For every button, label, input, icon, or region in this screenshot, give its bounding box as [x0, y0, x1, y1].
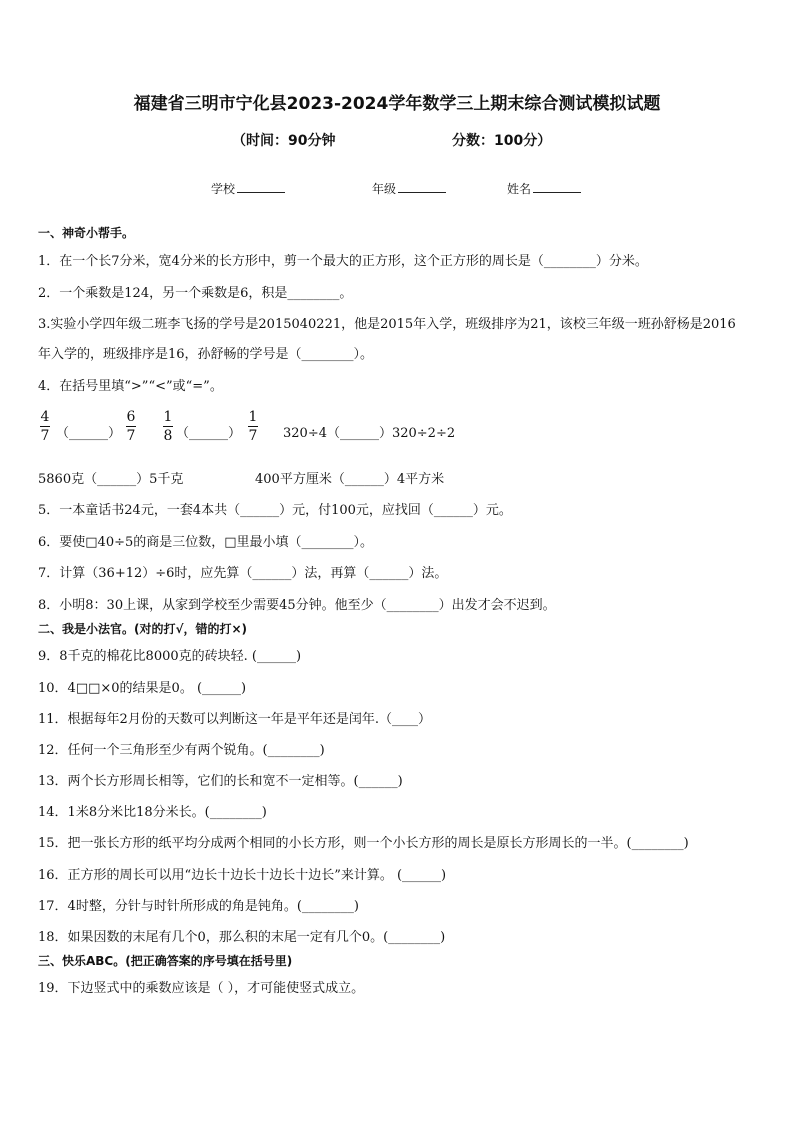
question-5: 5．一本童话书24元，一套4本共（______）元，付100元，应找回（______）元。	[38, 503, 512, 518]
question-3-line-2: 年入学的，班级排序是16，孙舒畅的学号是（________）。	[38, 347, 374, 362]
page-title: 福建省三明市宁化县2023-2024学年数学三上期末综合测试模拟试题	[133, 94, 661, 114]
exam-score: 分数：100分）	[452, 133, 552, 149]
name-label: 姓名	[507, 182, 532, 196]
compare-blank-2: （______）	[176, 426, 242, 441]
compare-blank-1: （______）	[56, 426, 122, 441]
fraction-denominator: 7	[40, 428, 50, 444]
fraction-denominator: 8	[163, 428, 173, 444]
fraction-denominator: 7	[248, 428, 258, 444]
fraction-bar	[40, 426, 50, 427]
compare-area: 400平方厘米（______）4平方米	[255, 472, 445, 487]
question-13: 13．两个长方形周长相等，它们的长和宽不一定相等。(______)	[38, 774, 403, 789]
school-blank	[237, 180, 285, 193]
question-9: 9．8千克的棉花比8000克的砖块轻. (______)	[38, 649, 302, 664]
fraction-numerator: 1	[163, 409, 173, 425]
question-19: 19．下边竖式中的乘数应该是（ ），才可能使竖式成立。	[38, 981, 365, 996]
exam-time: （时间：90分钟	[232, 133, 336, 149]
question-6: 6．要使□40÷5的商是三位数，□里最小填（________）。	[38, 535, 374, 550]
fraction-1-7	[248, 409, 258, 444]
section-heading-2: 二、我是小法官。(对的打√，错的打×)	[38, 622, 248, 636]
fraction-numerator: 4	[40, 409, 50, 425]
fraction-bar	[248, 426, 258, 427]
fraction-numerator: 6	[126, 409, 136, 425]
question-11: 11．根据每年2月份的天数可以判断这一年是平年还是闰年.（____）	[38, 712, 431, 727]
section-heading-3: 三、快乐ABC。(把正确答案的序号填在括号里)	[38, 954, 293, 968]
question-12: 12．任何一个三角形至少有两个锐角。(________)	[38, 743, 325, 758]
question-1: 1．在一个长7分米，宽4分米的长方形中，剪一个最大的正方形，这个正方形的周长是（________）分米。	[38, 254, 648, 269]
fraction-numerator: 1	[248, 409, 258, 425]
question-18: 18．如果因数的末尾有几个0，那么积的末尾一定有几个0。(________)	[38, 930, 446, 945]
name-blank	[533, 180, 581, 193]
fraction-bar	[126, 426, 136, 427]
school-label: 学校	[211, 182, 236, 196]
grade-label: 年级	[372, 182, 397, 196]
fraction-denominator: 7	[126, 428, 136, 444]
fraction-1-8	[163, 409, 173, 444]
question-14: 14．1米8分米比18分米长。(________)	[38, 805, 267, 820]
question-3-line-1: 3.实验小学四年级二班李飞扬的学号是2015040221，他是2015年入学，班级排序为21，该校三年级一班孙舒杨是2016	[38, 317, 736, 332]
school-field	[211, 180, 285, 197]
fraction-bar	[163, 426, 173, 427]
question-16: 16．正方形的周长可以用“边长十边长十边长十边长”来计算。 (______)	[38, 868, 447, 883]
question-2: 2．一个乘数是124，另一个乘数是6，积是________。	[38, 286, 353, 301]
question-10: 10．4□□×0的结果是0。 (______)	[38, 681, 247, 696]
question-7: 7．计算（36+12）÷6时，应先算（______）法，再算（______）法。	[38, 566, 448, 581]
name-field	[507, 180, 581, 197]
question-17: 17．4时整，分针与时针所形成的角是钝角。(________)	[38, 899, 359, 914]
grade-field	[372, 180, 446, 197]
fraction-4-7	[40, 409, 50, 444]
compare-weight: 5860克（______）5千克	[38, 472, 184, 487]
compare-division: 320÷4（______）320÷2÷2	[283, 426, 456, 441]
fraction-6-7	[126, 409, 136, 444]
grade-blank	[398, 180, 446, 193]
question-8: 8．小明8：30上课，从家到学校至少需要45分钟。他至少（________）出发才会不迟到。	[38, 598, 556, 613]
section-heading-1: 一、神奇小帮手。	[38, 226, 135, 240]
question-4: 4．在括号里填“>”“<”或“=”。	[38, 379, 223, 394]
question-15: 15．把一张长方形的纸平均分成两个相同的小长方形，则一个小长方形的周长是原长方形周长的一半。(________)	[38, 836, 689, 851]
